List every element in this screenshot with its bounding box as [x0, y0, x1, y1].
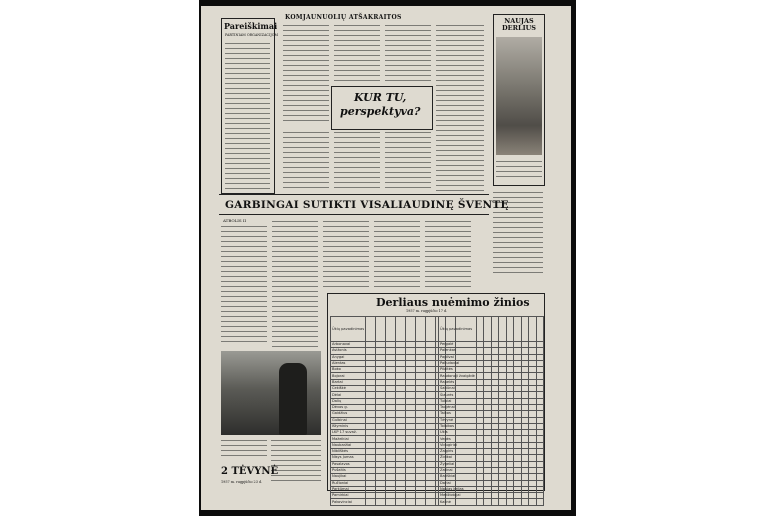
farm-name: Tėvynė [439, 417, 477, 423]
farm-name: Tulpiai [439, 398, 477, 404]
pareiskimai-subtitle: PARTINIAM ORGANIZACIJOM [225, 33, 278, 37]
divider-headline [219, 214, 489, 215]
farm-name: Naubaržiai [331, 442, 366, 448]
col-head-right: Ūkių pavadinimas [439, 317, 477, 342]
table-cell [406, 499, 416, 505]
table-title: Derliaus nuėmimo žinios [376, 296, 530, 309]
farm-name: Ūkis [439, 430, 477, 436]
farm-name: Dariai [439, 480, 477, 486]
table-cell [536, 499, 544, 505]
article-col-3 [323, 219, 369, 291]
table-cell [416, 499, 426, 505]
article-col-1 [221, 224, 267, 344]
col-head-left: Ūkių pavadinimas [331, 317, 366, 342]
pareiskimai-title: Pareiškimai [224, 21, 278, 31]
farm-name: Ištyminis [331, 423, 366, 429]
farm-name: Vegės [439, 436, 477, 442]
farm-name: Vidugiriai [439, 442, 477, 448]
top-col-3 [385, 23, 431, 83]
farm-name: Avižonis [331, 348, 366, 354]
table-cell [506, 499, 513, 505]
najas-title: NAUJAS DERLIUS [502, 17, 536, 32]
table-cell [514, 499, 521, 505]
kur-tu-line2: perspektyva? [340, 105, 421, 118]
table-cell [521, 499, 528, 505]
farm-name: Bojorai [331, 373, 366, 379]
farm-name: Naujikai [331, 474, 366, 480]
harvest-table-box [327, 293, 545, 504]
table-header-left [331, 317, 456, 342]
farm-name: Parkūmai [331, 486, 366, 492]
table-cell [476, 499, 483, 505]
farm-name: Tolaikos [439, 423, 477, 429]
farm-name: Kalinė [439, 499, 477, 505]
table-cell [426, 499, 436, 505]
kur-tu-line1: KUR TU, [354, 91, 407, 104]
farm-name: Zatinai [439, 467, 477, 473]
farm-name: Bartai [331, 379, 366, 385]
top-col-3b [385, 130, 431, 192]
top-col-2 [334, 23, 380, 83]
najas-caption [496, 159, 542, 181]
farm-name: Arbonavai [331, 342, 366, 348]
table-cell [499, 499, 506, 505]
table-header-right [439, 317, 544, 342]
photo-side-text [271, 438, 321, 483]
man-photo [221, 351, 321, 435]
farm-name: Pamirkiai [331, 493, 366, 499]
byline: ATBOLIS II [223, 218, 247, 223]
farm-name: Židikai [439, 455, 477, 461]
farm-name: Ručioniai [331, 480, 366, 486]
farm-name: Gaidžius [331, 411, 366, 417]
farm-name: Palenkas [439, 348, 477, 354]
farm-name: Dėlai [331, 392, 366, 398]
kur-tu-box [331, 86, 433, 130]
farm-name: Nibliškės [331, 449, 366, 455]
table-cell [366, 499, 376, 505]
farm-name: Paliudaviai [439, 360, 477, 366]
farm-name: Žalgiris [439, 449, 477, 455]
farm-name: Dalių [331, 398, 366, 404]
farm-name: LKP 17 suvaž. [331, 430, 366, 436]
farm-name: Raudonoji žvaigždė [440, 373, 475, 378]
top-col-2b [334, 130, 380, 192]
pareiskimai-box [221, 18, 278, 194]
farm-name: Bariškiai [439, 474, 477, 480]
farm-name: Pilaitės [439, 367, 477, 373]
harvest-photo [496, 37, 542, 155]
vkvvo-title: 2 TĖVYNĖ [221, 466, 279, 477]
top-col-4 [436, 23, 484, 191]
farm-name: Taujėnai [439, 404, 477, 410]
farm-name: Taikos [439, 411, 477, 417]
article-col-5 [425, 219, 471, 291]
farm-name: Pergalė [439, 342, 477, 348]
table-cell [376, 499, 386, 505]
table-date: 1957 m. rugpjūčio 17 d. [406, 309, 448, 313]
farm-name: Alentas [331, 360, 366, 366]
pareiskimai-text [225, 41, 270, 189]
photo-caption [221, 438, 267, 460]
farm-name: Naujas kelias [439, 486, 477, 492]
farm-name: Boko [331, 367, 366, 373]
man-figure [279, 363, 307, 435]
headline: GARBINGAI SUTIKTI VISALIAUDINĘ ŠVENTĘ [225, 199, 509, 211]
table-cell [484, 499, 491, 505]
farm-name: Pasalavos [331, 461, 366, 467]
farm-name: Pušaitis [331, 467, 366, 473]
masthead-title: KOMJAUNUOLIŲ ATŠAKRAITOS [285, 14, 402, 21]
table-right [438, 316, 544, 506]
farm-name: Mažeikiai [331, 436, 366, 442]
farm-name: Papilvai [439, 354, 477, 360]
farm-name: Anygai [331, 354, 366, 360]
farm-name: Žygeliai [439, 461, 477, 467]
newspaper-page [201, 6, 571, 510]
farm-name: Šiaurės [439, 392, 477, 398]
divider-top [219, 194, 489, 195]
farm-name: Pakovinciai [331, 499, 366, 505]
table-cell [529, 499, 536, 505]
table-cell [386, 499, 396, 505]
farm-name: Rapelės [439, 379, 477, 385]
footer-date: 1957 m. rugpjūčio 23 d. [221, 480, 263, 484]
farm-name: Čekiškė [331, 386, 366, 392]
farm-name: Dėvos g. [331, 404, 366, 410]
table-row [439, 499, 544, 505]
table-row [331, 499, 456, 505]
farm-name: Medžiotojai [439, 493, 477, 499]
table-cell [491, 499, 498, 505]
top-col-1 [283, 23, 329, 121]
table-cell [396, 499, 406, 505]
article-col-2 [272, 219, 318, 349]
najas-box [493, 14, 545, 186]
article-col-4 [374, 219, 420, 291]
top-col-1b [283, 130, 329, 192]
farm-name: Gulbinai [331, 417, 366, 423]
farm-name: Nisys Jumas [331, 455, 366, 461]
farm-name: Šaltūnai [439, 386, 477, 392]
